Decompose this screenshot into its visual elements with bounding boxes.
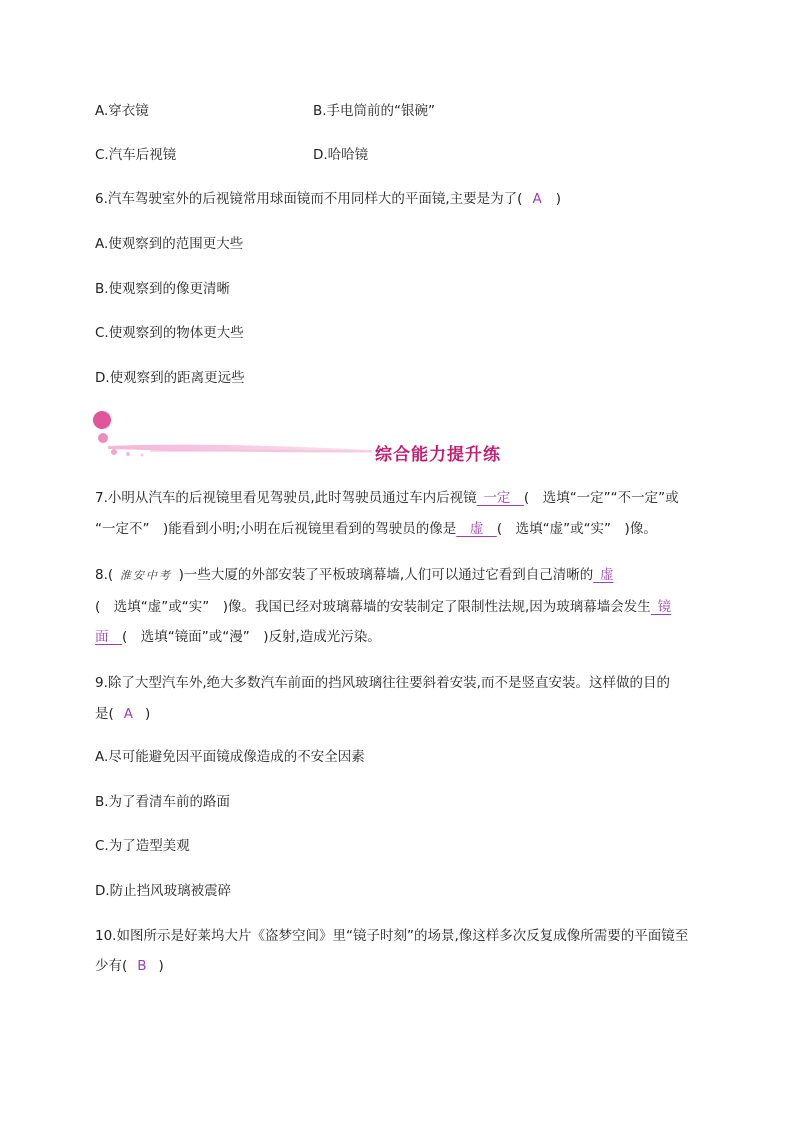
q8-text-part1: )一些大厦的外部安装了平板玻璃幕墙,人们可以通过它看到自己清晰的 <box>178 567 594 583</box>
q6-stem <box>95 190 561 208</box>
banner-swoosh <box>108 445 372 453</box>
q8-line3 <box>95 628 381 646</box>
q8-blank2-start: 镜 <box>657 599 672 615</box>
banner-dot-medium <box>98 433 108 443</box>
q8-source: 淮安中考 <box>119 569 172 582</box>
q5-option-a: A.穿衣镜 <box>95 103 149 119</box>
q9-option-a: A.尽可能避免因平面镜成像造成的不安全因素 <box>95 749 365 765</box>
q8-number: 8.( <box>95 567 114 583</box>
q5-option-b: B.手电筒前的“银碗” <box>313 103 436 119</box>
q10-stem-line1: 10.如图所示是好莱坞大片《盗梦空间》里“镜子时刻”的场景,像这样多次反复成像所需要的平面镜至 <box>95 928 689 944</box>
q9-stem-text: 是( <box>95 706 114 722</box>
q7-blank1: 一定 <box>483 490 511 506</box>
q10-stem-line2 <box>95 957 164 975</box>
q6-answer: A <box>532 191 542 207</box>
q8-text-part2: ( 选填“虚”或“实” )像。我国已经对玻璃幕墙的安装制定了限制性法规,因为玻璃幕墙会发生 <box>95 599 651 615</box>
q9-stem-line2 <box>95 705 150 723</box>
q10-stem-text: 少有( <box>95 958 128 974</box>
q8-blank2-end: 面 <box>95 629 109 645</box>
banner-dot-large <box>93 411 111 429</box>
q8-line1 <box>95 566 613 585</box>
q10-close: ) <box>158 958 164 974</box>
q7-line2 <box>95 520 657 538</box>
q5-option-d: D.哈哈镜 <box>313 147 369 163</box>
q9-option-c: C.为了造型美观 <box>95 838 190 854</box>
banner-dot-tiny <box>126 452 130 456</box>
q6-option-b: B.使观察到的像更清晰 <box>95 281 231 297</box>
q7-text-part3: “一定不” )能看到小明;小明在后视镜里看到的驾驶员的像是 <box>95 521 457 537</box>
section-title: 综合能力提升练 <box>375 445 501 465</box>
q7-text-part1: 7.小明从汽车的后视镜里看见驾驶员,此时驾驶员通过车内后视镜 <box>95 490 477 506</box>
banner-dot-small <box>111 449 117 455</box>
q9-option-d: D.防止挡风玻璃被震碎 <box>95 883 232 899</box>
q6-close: ) <box>555 191 561 207</box>
q6-option-d: D.使观察到的距离更远些 <box>95 370 245 386</box>
q6-option-c: C.使观察到的物体更大些 <box>95 325 244 341</box>
q8-line2 <box>95 598 671 616</box>
q9-option-b: B.为了看清车前的路面 <box>95 794 231 810</box>
q6-stem-text: 6.汽车驾驶室外的后视镜常用球面镜而不用同样大的平面镜,主要是为了( <box>95 191 523 207</box>
q7-text-part2: ( 选填“一定”“不一定”或 <box>523 490 679 506</box>
q6-option-a: A.使观察到的范围更大些 <box>95 236 244 252</box>
q7-line1 <box>95 489 679 507</box>
q7-blank2: 虚 <box>469 521 484 537</box>
q10-answer: B <box>137 958 147 974</box>
q5-option-c: C.汽车后视镜 <box>95 147 177 163</box>
q9-stem-line1: 9.除了大型汽车外,绝大多数汽车前面的挡风玻璃往往要斜着安装,而不是竖直安装。这样做的目的 <box>95 675 670 691</box>
q9-close: ) <box>145 706 151 722</box>
q7-text-part4: ( 选填“虚”或“实” )像。 <box>496 521 657 537</box>
q5-options-row2 <box>95 146 369 164</box>
q8-blank1: 虚 <box>599 567 614 583</box>
q9-answer: A <box>123 706 134 722</box>
banner-dot-micro <box>141 454 144 457</box>
q8-text-part3: ( 选填“镜面”或“漫” )反射,造成光污染。 <box>122 629 381 645</box>
q5-options-row1 <box>95 102 436 120</box>
